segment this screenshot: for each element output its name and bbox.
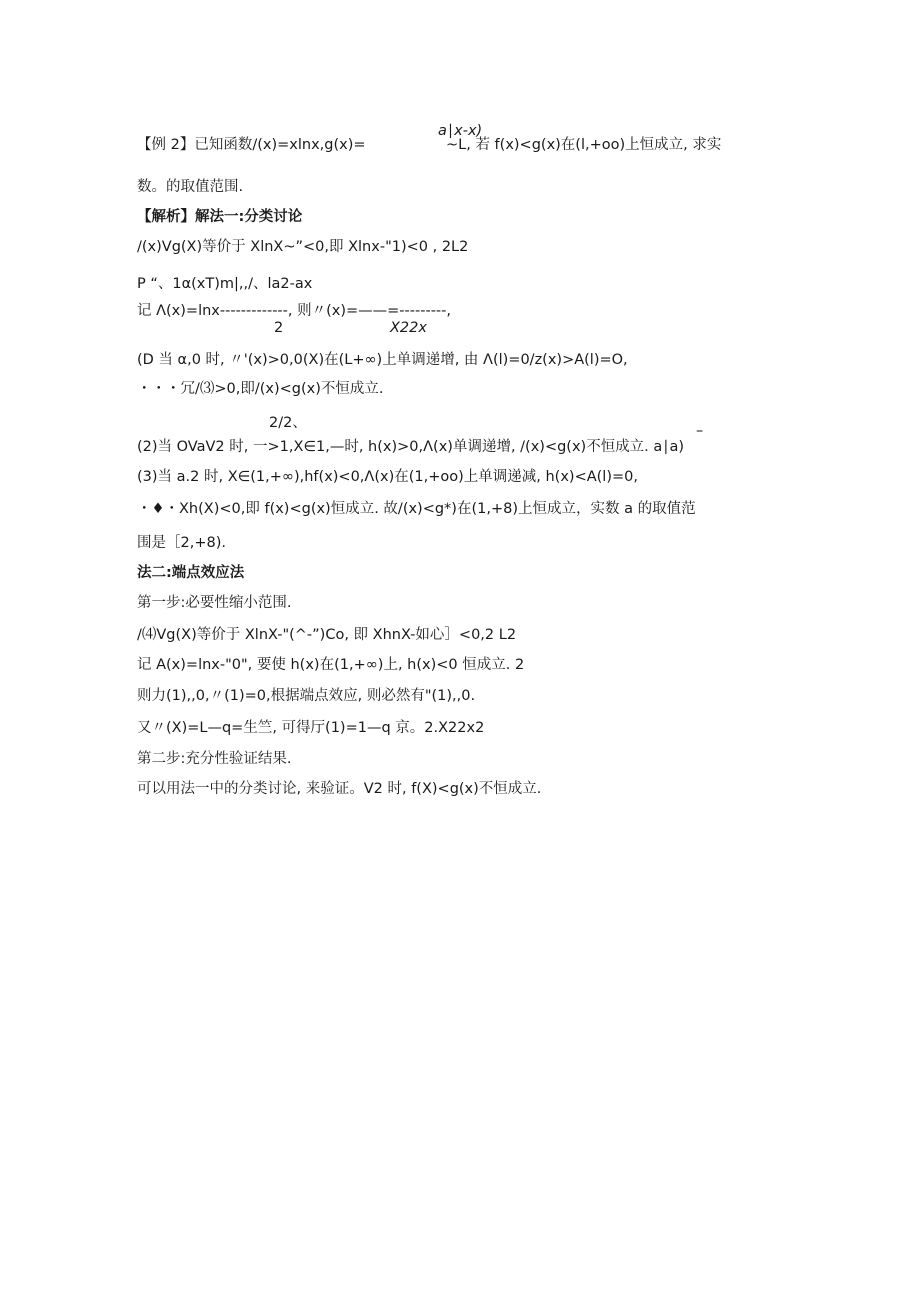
example-2-statement: 【例 2】已知函数/(x)=xlnx,g(x)= [137, 137, 366, 153]
case-1-line-2: ・・・冗/⑶>0,即/(x)<g(x)不恒成立. [137, 381, 384, 397]
method-2-line-3: 则力(1),,0,〃(1)=0,根据端点效应, 则必然有"(1),,0. [137, 688, 476, 704]
solution-line-3: 记 Λ(x)=lnx-------------, 则〃(x)=——=---------, [137, 303, 452, 319]
solution-line-2: P “、1α(xT)m|,,/、la2-ax [137, 276, 313, 292]
case-3-line-3: 围是［2,+8). [137, 535, 226, 551]
method-2-line-4: 又〃(X)=L—q=生竺, 可得厅(1)=1—q 京。2.X22x2 [137, 720, 485, 736]
method-2-line-2: 记 A(x)=lnx-"0", 要使 h(x)在(1,+∞)上, h(x)<0 恒成立. 2 [137, 657, 525, 673]
method-2-heading: 法二:端点效应法 [137, 565, 245, 581]
method-2-line-1: /⑷Vg(X)等价于 XlnX-"(^-”)Co, 即 XhnX-如心］<0,2 L2 [137, 627, 517, 643]
method-2-step-1: 第一步:必要性缩小范围. [137, 595, 292, 611]
example-2-statement-cont: ~L, 若 f(x)<g(x)在(l,+oo)上恒成立, 求实 [446, 137, 722, 153]
solution-heading: 【解析】解法一:分类讨论 [137, 209, 303, 225]
dash-mark: – [696, 423, 704, 439]
method-2-line-5: 可以用法一中的分类讨论, 来验证。V2 时, f(X)<g(x)不恒成立. [137, 781, 542, 797]
fraction-denominator-2: X22x [390, 320, 427, 336]
method-2-step-2: 第二步:充分性验证结果. [137, 751, 292, 767]
fraction-denominator-1: 2 [274, 320, 284, 336]
solution-line-1: /(x)Vg(X)等价于 XlnX~”<0,即 Xlnx-"1)<0 , 2L2 [137, 239, 469, 255]
case-3-line-1: (3)当 a.2 时, X∈(1,+∞),hf(x)<0,Λ(x)在(1,+oo)上单调递减, h(x)<A(l)=0, [137, 469, 638, 485]
case-3-line-2: ・♦・Xh(X)<0,即 f(x)<g(x)恒成立. 故/(x)<g*)在(1,+8)上恒成立，实数 a 的取值范 [137, 501, 696, 517]
example-2-question: 数。的取值范围. [137, 179, 244, 195]
case-2-line: (2)当 OVaV2 时, 一>1,X∈1,—时, h(x)>0,Λ(x)单调递增, /(x)<g(x)不恒成立. a∣a) [137, 439, 685, 455]
case-1-line-1: (D 当 α,0 时, 〃'(x)>0,0(X)在(L+∞)上单调递增, 由 Λ(l)=0∕z(x)>A(l)=O, [137, 352, 628, 368]
fraction-numerator-2: 2/2、 [269, 415, 307, 431]
fraction-numerator: a∣x-x) [438, 123, 483, 139]
